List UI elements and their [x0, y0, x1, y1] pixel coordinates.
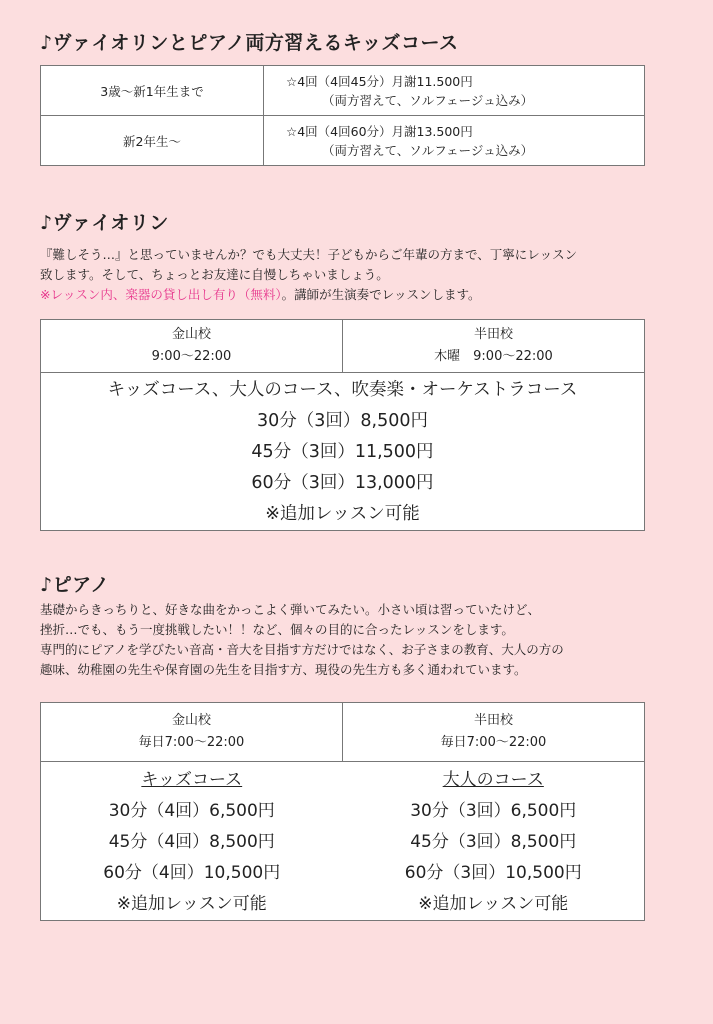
campus-hours: 木曜 9:00〜22:00	[434, 349, 553, 364]
campus-hours: 毎日7:00〜22:00	[440, 735, 547, 750]
extra-lesson-note: ※追加レッスン可能	[116, 894, 267, 914]
paragraph-line: 致します。そして、ちょっとお友達に自慢しちゃいましょう。	[40, 267, 389, 282]
violin-heading: ♪ヴァイオリン	[40, 212, 169, 234]
campus-hours: 毎日7:00〜22:00	[138, 735, 245, 750]
kids-course-table	[40, 65, 645, 166]
live-lesson-note: 。講師が生演奏でレッスンします。	[281, 287, 481, 302]
campus-kanayama	[41, 703, 343, 762]
kids-course-heading: ♪ヴァイオリンとピアノ両方習えるキッズコース	[40, 32, 459, 54]
campus-hours: 9:00〜22:00	[151, 349, 232, 364]
price-line: 45分（3回）11,500円	[251, 442, 434, 462]
kids-course-column	[41, 762, 343, 920]
price-line: 30分（3回）6,500円	[410, 801, 577, 821]
course-list: キッズコース、大人のコース、吹奏楽・オーケストラコース	[107, 380, 578, 400]
campus-kanayama	[41, 320, 343, 373]
fee-note: （両方習えて、ソルフェージュ込み）	[322, 92, 534, 108]
fee-text: ☆4回（4回60分）月謝13.500円	[286, 123, 473, 139]
fee-cell	[264, 66, 645, 116]
paragraph-line	[40, 285, 680, 305]
campus-name: 半田校	[473, 327, 513, 342]
violin-price-cell	[41, 373, 645, 531]
campus-name: 金山校	[171, 713, 211, 728]
table-row	[41, 66, 645, 116]
course-title: 大人のコース	[442, 770, 544, 790]
paragraph-line: 『難しそう…』と思っていませんか？でも大丈夫！子どもからご年輩の方まで、丁寧にレッスン	[40, 247, 578, 262]
price-line: 60分（3回）13,000円	[251, 473, 434, 493]
table-row	[41, 703, 645, 762]
age-range: 新2年生〜	[41, 116, 264, 166]
paragraph-line: 挫折…でも、もう一度挑戦したい！！など、個々の目的に合ったレッスンをします。	[40, 622, 514, 637]
violin-table	[40, 319, 645, 531]
price-line: 30分（3回）8,500円	[256, 411, 428, 431]
piano-price-cell	[41, 762, 645, 921]
adult-course-column	[343, 762, 645, 920]
price-line: 30分（4回）6,500円	[108, 801, 275, 821]
fee-note: （両方習えて、ソルフェージュ込み）	[322, 142, 534, 158]
campus-name: 半田校	[473, 713, 513, 728]
paragraph-line: 基礎からきっちりと、好きな曲をかっこよく弾いてみたい。小さい頃は習っていたけど、	[40, 602, 541, 617]
rental-note: ※レッスン内、楽器の貸し出し有り（無料）	[40, 287, 282, 302]
extra-lesson-note: ※追加レッスン可能	[265, 504, 420, 524]
table-row	[41, 320, 645, 373]
age-range: 3歳〜新1年生まで	[41, 66, 264, 116]
table-row	[41, 373, 645, 531]
fee-text: ☆4回（4回45分）月謝11.500円	[286, 73, 473, 89]
campus-name: 金山校	[171, 327, 211, 342]
campus-handa	[343, 703, 645, 762]
piano-description	[40, 600, 680, 680]
piano-table	[40, 702, 645, 921]
price-line: 45分（4回）8,500円	[108, 832, 275, 852]
paragraph-line: 趣味、幼稚園の先生や保育園の先生を目指す方、現役の先生方も多く通われています。	[40, 662, 527, 677]
course-title: キッズコース	[141, 770, 243, 790]
violin-description	[40, 245, 680, 305]
price-line: 60分（3回）10,500円	[404, 863, 582, 883]
paragraph-line: 専門的にピアノを学びたい音高・音大を目指す方だけではなく、お子さまの教育、大人の方の	[40, 642, 564, 657]
piano-heading: ♪ピアノ	[40, 574, 110, 596]
price-line: 45分（3回）8,500円	[410, 832, 577, 852]
table-row	[41, 762, 645, 921]
table-row	[41, 116, 645, 166]
fee-cell	[264, 116, 645, 166]
extra-lesson-note: ※追加レッスン可能	[418, 894, 569, 914]
price-line: 60分（4回）10,500円	[103, 863, 281, 883]
campus-handa	[343, 320, 645, 373]
